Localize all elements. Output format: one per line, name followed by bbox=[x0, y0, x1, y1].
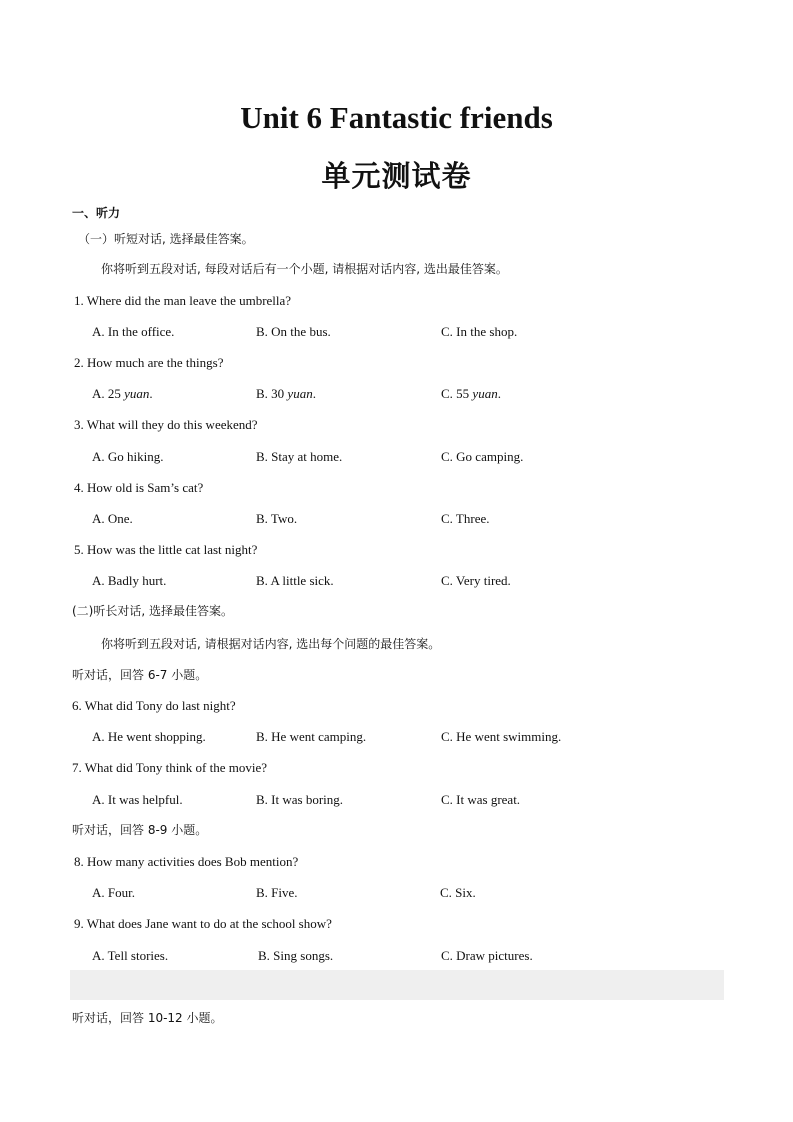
q2-option-b-prefix: B. 30 bbox=[256, 386, 288, 401]
q9-option-a: A. Tell stories. bbox=[92, 948, 169, 963]
q4-option-a: A. One. bbox=[92, 511, 133, 526]
q5-option-a: A. Badly hurt. bbox=[92, 573, 167, 588]
part1-heading: （一）听短对话, 选择最佳答案。 bbox=[78, 232, 254, 246]
dialog-note-8-9: 听对话，回答 8-9 小题。 bbox=[72, 823, 208, 837]
q7-option-a: A. It was helpful. bbox=[92, 792, 183, 807]
q3-option-a: A. Go hiking. bbox=[92, 449, 164, 464]
question-6: 6. What did Tony do last night? bbox=[72, 698, 236, 713]
q6-option-c: C. He went swimming. bbox=[441, 729, 562, 744]
part2-heading: (二)听长对话, 选择最佳答案。 bbox=[72, 604, 233, 618]
question-3: 3. What will they do this weekend? bbox=[74, 417, 258, 432]
question-2: 2. How much are the things? bbox=[74, 355, 224, 370]
q1-option-c: C. In the shop. bbox=[441, 324, 518, 339]
question-5: 5. How was the little cat last night? bbox=[74, 542, 258, 557]
q3-option-c: C. Go camping. bbox=[441, 449, 524, 464]
q7-option-c: C. It was great. bbox=[441, 792, 521, 807]
question-1: 1. Where did the man leave the umbrella? bbox=[74, 293, 292, 308]
q9-option-c: C. Draw pictures. bbox=[441, 948, 533, 963]
page-title: Unit 6 Fantastic friends bbox=[240, 100, 553, 135]
dialog-note-6-7: 听对话，回答 6-7 小题。 bbox=[72, 668, 208, 682]
q2-option-b-suffix: . bbox=[312, 386, 316, 401]
q2-option-b bbox=[256, 386, 316, 402]
question-7: 7. What did Tony think of the movie? bbox=[72, 760, 268, 775]
section-heading-listening: 一、听力 bbox=[72, 206, 121, 220]
q6-option-b: B. He went camping. bbox=[256, 729, 367, 744]
q2-option-a-unit: yuan bbox=[124, 386, 150, 401]
q6-option-a: A. He went shopping. bbox=[92, 729, 206, 744]
question-9: 9. What does Jane want to do at the school show? bbox=[74, 916, 332, 931]
page-subtitle: 单元测试卷 bbox=[321, 159, 472, 193]
q4-option-c: C. Three. bbox=[441, 511, 490, 526]
q2-option-a-prefix: A. 25 bbox=[92, 386, 125, 401]
q5-option-b: B. A little sick. bbox=[256, 573, 334, 588]
part2-instruction: 你将听到五段对话, 请根据对话内容, 选出每个问题的最佳答案。 bbox=[101, 637, 441, 651]
q2-option-c-prefix: C. 55 bbox=[441, 386, 473, 401]
q2-option-c bbox=[441, 386, 501, 402]
question-4: 4. How old is Sam’s cat? bbox=[74, 480, 204, 495]
q8-option-a: A. Four. bbox=[92, 885, 135, 900]
q2-option-c-suffix: . bbox=[497, 386, 501, 401]
q4-option-b: B. Two. bbox=[256, 511, 298, 526]
part1-instruction: 你将听到五段对话, 每段对话后有一个小题, 请根据对话内容, 选出最佳答案。 bbox=[101, 262, 508, 276]
q8-option-c: C. Six. bbox=[440, 885, 476, 900]
q9-option-b: B. Sing songs. bbox=[258, 948, 334, 963]
q2-option-a-suffix: . bbox=[149, 386, 153, 401]
q8-option-b: B. Five. bbox=[256, 885, 298, 900]
q2-option-a bbox=[92, 386, 153, 402]
q2-option-c-unit: yuan bbox=[472, 386, 498, 401]
question-8: 8. How many activities does Bob mention? bbox=[74, 854, 299, 869]
q1-option-a: A. In the office. bbox=[92, 324, 175, 339]
q5-option-c: C. Very tired. bbox=[441, 573, 511, 588]
q2-option-b-unit: yuan bbox=[287, 386, 313, 401]
q1-option-b: B. On the bus. bbox=[256, 324, 331, 339]
shaded-band bbox=[70, 970, 724, 1000]
dialog-note-10-12: 听对话，回答 10-12 小题。 bbox=[72, 1011, 223, 1025]
q7-option-b: B. It was boring. bbox=[256, 792, 344, 807]
q3-option-b: B. Stay at home. bbox=[256, 449, 343, 464]
